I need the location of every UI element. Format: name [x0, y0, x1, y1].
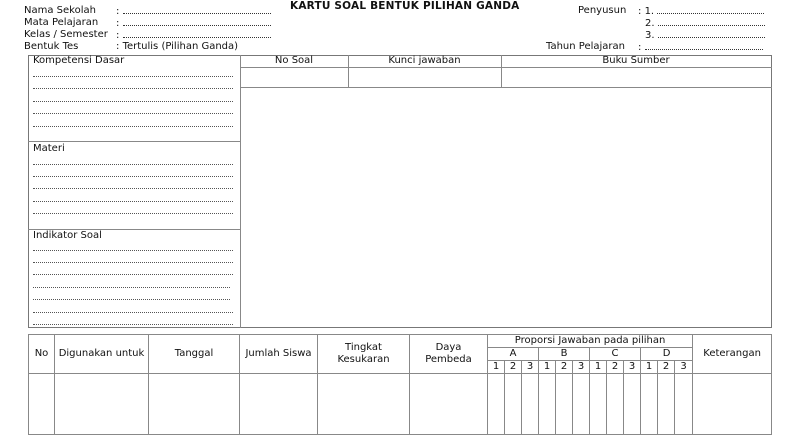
- cell[interactable]: [675, 374, 693, 435]
- tingkat-kesukaran-header: Tingkat Kesukaran: [318, 335, 410, 374]
- materi-label: Materi: [33, 143, 65, 154]
- sub-header: 2: [556, 361, 573, 374]
- divider: [240, 67, 772, 68]
- divider: [28, 141, 240, 142]
- cell[interactable]: [240, 374, 318, 435]
- sub-header: 2: [658, 361, 675, 374]
- colon: :: [638, 6, 642, 17]
- cell[interactable]: [522, 374, 539, 435]
- mata-pelajaran-field[interactable]: [116, 17, 271, 29]
- table-row: [29, 374, 772, 435]
- bentuk-tes-value: Tertulis (Pilihan Ganda): [122, 41, 239, 52]
- sub-header: 1: [488, 361, 505, 374]
- jumlah-siswa-header: Jumlah Siswa: [240, 335, 318, 374]
- cell[interactable]: [149, 374, 240, 435]
- colon: :: [116, 6, 120, 17]
- cell[interactable]: [607, 374, 624, 435]
- option-a-header: A: [488, 348, 539, 361]
- penyusun-2-field[interactable]: [645, 17, 765, 29]
- cell[interactable]: [693, 374, 772, 435]
- cell[interactable]: [539, 374, 556, 435]
- no-soal-input[interactable]: [248, 69, 344, 85]
- nama-sekolah-field[interactable]: [116, 5, 271, 17]
- penyusun-1-field[interactable]: [638, 5, 764, 17]
- sub-header: 3: [624, 361, 641, 374]
- cell[interactable]: [641, 374, 658, 435]
- kelas-semester-label: Kelas / Semester: [24, 29, 108, 40]
- cell[interactable]: [573, 374, 590, 435]
- kunci-jawaban-input[interactable]: [352, 69, 497, 85]
- cell[interactable]: [590, 374, 607, 435]
- divider: [240, 55, 241, 328]
- sub-header: 1: [641, 361, 658, 374]
- mata-pelajaran-label: Mata Pelajaran: [24, 17, 99, 28]
- cell[interactable]: [318, 374, 410, 435]
- penyusun-3-field[interactable]: [645, 29, 765, 41]
- sub-header: 3: [522, 361, 539, 374]
- sub-header: 2: [607, 361, 624, 374]
- option-d-header: D: [641, 348, 693, 361]
- keterangan-header: Keterangan: [693, 335, 772, 374]
- kelas-semester-field[interactable]: [116, 29, 271, 41]
- colon: :: [116, 30, 120, 41]
- sub-header: 3: [675, 361, 693, 374]
- tanggal-header: Tanggal: [149, 335, 240, 374]
- kompetensi-dasar-label: Kompetensi Dasar: [33, 55, 125, 66]
- bentuk-tes-label: Bentuk Tes: [24, 41, 79, 52]
- buku-sumber-header: Buku Sumber: [602, 55, 670, 66]
- nama-sekolah-label: Nama Sekolah: [24, 5, 96, 16]
- cell[interactable]: [658, 374, 675, 435]
- sub-header: 1: [590, 361, 607, 374]
- cell[interactable]: [488, 374, 505, 435]
- tahun-pelajaran-field[interactable]: [638, 41, 763, 53]
- divider: [240, 87, 772, 88]
- colon: :: [116, 18, 120, 29]
- cell[interactable]: [624, 374, 641, 435]
- bentuk-tes-field: [116, 41, 238, 52]
- kunci-jawaban-header: Kunci jawaban: [388, 55, 461, 66]
- indikator-soal-label: Indikator Soal: [33, 230, 102, 241]
- daya-pembeda-header: Daya Pembeda: [410, 335, 488, 374]
- digunakan-untuk-header: Digunakan untuk: [55, 335, 149, 374]
- buku-sumber-input[interactable]: [505, 69, 767, 85]
- sub-header: 1: [539, 361, 556, 374]
- proporsi-header: Proporsi Jawaban pada pilihan: [488, 335, 693, 348]
- sub-header: 3: [573, 361, 590, 374]
- cell[interactable]: [29, 374, 55, 435]
- option-c-header: C: [590, 348, 641, 361]
- number: 2.: [645, 18, 655, 29]
- colon: :: [638, 42, 642, 53]
- colon: :: [116, 41, 120, 52]
- number: 3.: [645, 30, 655, 41]
- option-b-header: B: [539, 348, 590, 361]
- no-soal-header: No Soal: [274, 55, 314, 66]
- cell[interactable]: [55, 374, 149, 435]
- cell[interactable]: [410, 374, 488, 435]
- tahun-pelajaran-label: Tahun Pelajaran: [546, 41, 625, 52]
- penyusun-label: Penyusun: [578, 5, 627, 16]
- cell[interactable]: [505, 374, 522, 435]
- no-header: No: [29, 335, 55, 374]
- sub-header: 2: [505, 361, 522, 374]
- number: 1.: [644, 6, 655, 17]
- page-title: KARTU SOAL BENTUK PILIHAN GANDA: [290, 0, 520, 12]
- cell[interactable]: [556, 374, 573, 435]
